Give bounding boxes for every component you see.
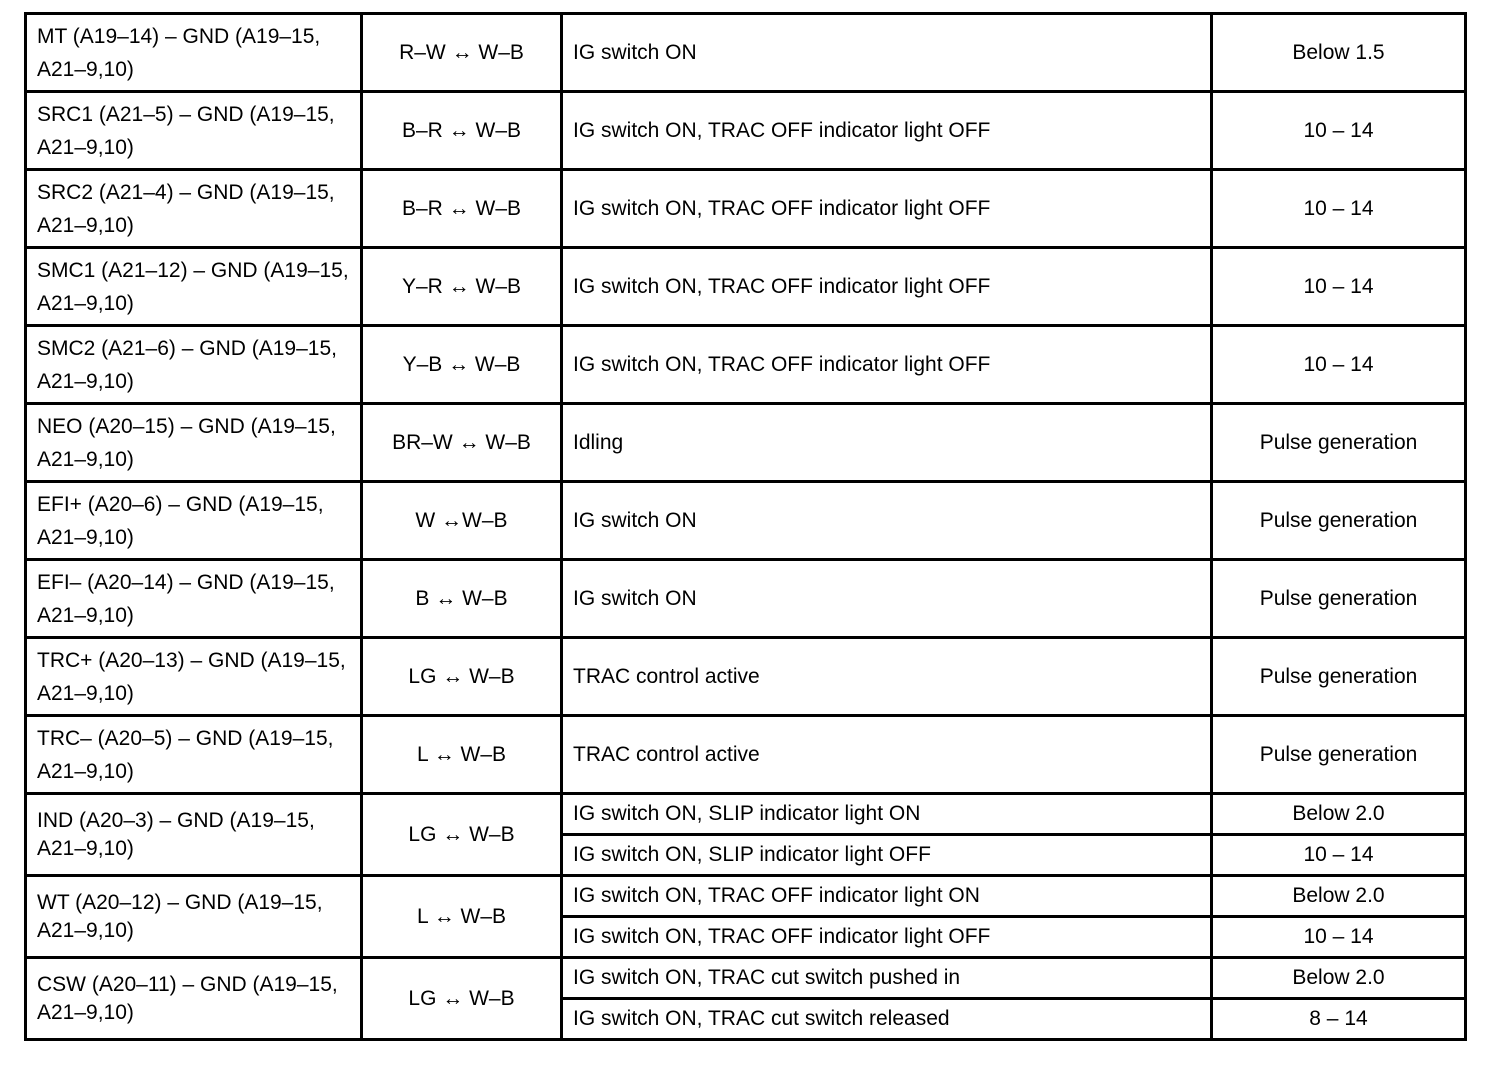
specified-value-cell: Pulse generation [1212, 638, 1466, 716]
table-row [26, 560, 1466, 638]
terminal-cell: IND (A20–3) – GND (A19–15, A21–9,10) [26, 794, 362, 876]
table-row [26, 248, 1466, 326]
specified-value-cell: 10 – 14 [1212, 92, 1466, 170]
wire-color-cell: LG ↔ W–B [362, 794, 562, 876]
specified-value-cell: 10 – 14 [1212, 248, 1466, 326]
terminal-cell: TRC– (A20–5) – GND (A19–15, A21–9,10) [26, 716, 362, 794]
table-row [26, 876, 1466, 917]
terminal-cell: SRC2 (A21–4) – GND (A19–15, A21–9,10) [26, 170, 362, 248]
condition-cell: TRAC control active [562, 638, 1212, 716]
terminal-cell: MT (A19–14) – GND (A19–15, A21–9,10) [26, 14, 362, 92]
wire-color-cell: L ↔ W–B [362, 716, 562, 794]
table-row [26, 958, 1466, 999]
terminal-inspection-table [24, 12, 1467, 1041]
specified-value-cell: 10 – 14 [1212, 917, 1466, 958]
specified-value-cell: 10 – 14 [1212, 170, 1466, 248]
specified-value-cell: Below 2.0 [1212, 958, 1466, 999]
condition-cell: IG switch ON [562, 14, 1212, 92]
wire-color-cell: LG ↔ W–B [362, 958, 562, 1040]
specified-value-cell: Pulse generation [1212, 482, 1466, 560]
wire-color-cell: R–W ↔ W–B [362, 14, 562, 92]
terminal-cell: CSW (A20–11) – GND (A19–15, A21–9,10) [26, 958, 362, 1040]
specified-value-cell: 8 – 14 [1212, 999, 1466, 1040]
specified-value-cell: Pulse generation [1212, 560, 1466, 638]
table-row [26, 170, 1466, 248]
condition-cell: IG switch ON, TRAC OFF indicator light ON [562, 876, 1212, 917]
table-row [26, 638, 1466, 716]
wire-color-cell: B–R ↔ W–B [362, 92, 562, 170]
specified-value-cell: Pulse generation [1212, 716, 1466, 794]
table-row [26, 482, 1466, 560]
table-row [26, 794, 1466, 835]
wire-color-cell: BR–W ↔ W–B [362, 404, 562, 482]
condition-cell: IG switch ON, TRAC cut switch released [562, 999, 1212, 1040]
condition-cell: IG switch ON, TRAC OFF indicator light OFF [562, 248, 1212, 326]
condition-cell: IG switch ON, SLIP indicator light ON [562, 794, 1212, 835]
condition-cell: Idling [562, 404, 1212, 482]
terminal-cell: NEO (A20–15) – GND (A19–15, A21–9,10) [26, 404, 362, 482]
terminal-cell: EFI+ (A20–6) – GND (A19–15, A21–9,10) [26, 482, 362, 560]
wire-color-cell: LG ↔ W–B [362, 638, 562, 716]
condition-cell: IG switch ON, TRAC OFF indicator light OFF [562, 326, 1212, 404]
terminal-cell: SMC1 (A21–12) – GND (A19–15, A21–9,10) [26, 248, 362, 326]
table-row [26, 14, 1466, 92]
terminal-cell: WT (A20–12) – GND (A19–15, A21–9,10) [26, 876, 362, 958]
specified-value-cell: Below 1.5 [1212, 14, 1466, 92]
specified-value-cell: Pulse generation [1212, 404, 1466, 482]
wire-color-cell: L ↔ W–B [362, 876, 562, 958]
condition-cell: IG switch ON, TRAC OFF indicator light OFF [562, 92, 1212, 170]
condition-cell: IG switch ON [562, 560, 1212, 638]
wire-color-cell: B ↔ W–B [362, 560, 562, 638]
specified-value-cell: 10 – 14 [1212, 326, 1466, 404]
specified-value-cell: Below 2.0 [1212, 794, 1466, 835]
specified-value-cell: 10 – 14 [1212, 835, 1466, 876]
wire-color-cell: W ↔W–B [362, 482, 562, 560]
table-row [26, 716, 1466, 794]
condition-cell: IG switch ON [562, 482, 1212, 560]
terminal-cell: SMC2 (A21–6) – GND (A19–15, A21–9,10) [26, 326, 362, 404]
terminal-cell: TRC+ (A20–13) – GND (A19–15, A21–9,10) [26, 638, 362, 716]
condition-cell: IG switch ON, TRAC OFF indicator light OFF [562, 917, 1212, 958]
terminal-cell: EFI– (A20–14) – GND (A19–15, A21–9,10) [26, 560, 362, 638]
condition-cell: IG switch ON, TRAC cut switch pushed in [562, 958, 1212, 999]
table-row [26, 92, 1466, 170]
specified-value-cell: Below 2.0 [1212, 876, 1466, 917]
condition-cell: TRAC control active [562, 716, 1212, 794]
table-row [26, 404, 1466, 482]
wire-color-cell: Y–B ↔ W–B [362, 326, 562, 404]
wire-color-cell: Y–R ↔ W–B [362, 248, 562, 326]
wire-color-cell: B–R ↔ W–B [362, 170, 562, 248]
table-row [26, 326, 1466, 404]
condition-cell: IG switch ON, TRAC OFF indicator light OFF [562, 170, 1212, 248]
terminal-cell: SRC1 (A21–5) – GND (A19–15, A21–9,10) [26, 92, 362, 170]
condition-cell: IG switch ON, SLIP indicator light OFF [562, 835, 1212, 876]
